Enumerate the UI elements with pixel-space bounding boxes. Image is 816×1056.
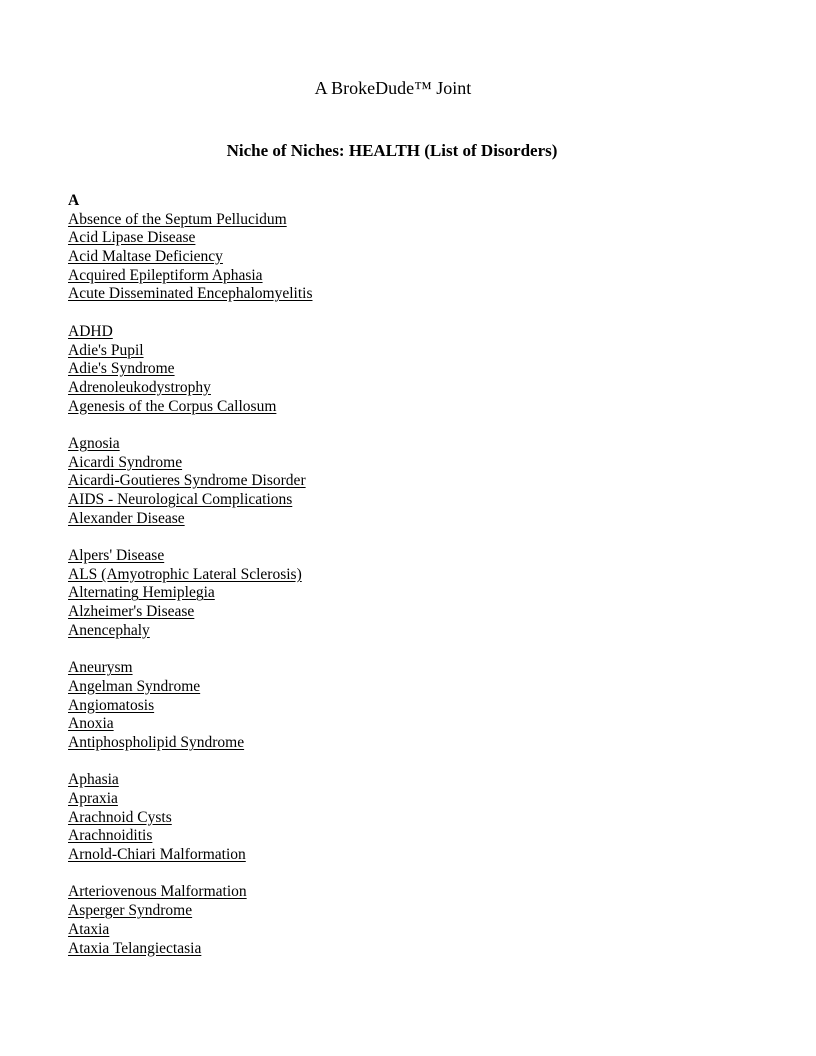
disorder-link[interactable]: Acute Disseminated Encephalomyelitis [68,285,313,303]
disorder-link[interactable]: Adie's Syndrome [68,360,175,378]
disorder-link[interactable]: Aphasia [68,771,119,789]
link-group [68,435,768,528]
disorder-link[interactable]: Asperger Syndrome [68,902,193,920]
disorder-link[interactable]: Acid Maltase Deficiency [68,248,223,266]
disorder-link[interactable]: Arnold-Chiari Malformation [68,846,246,864]
page-heading: Niche of Niches: HEALTH (List of Disorders) [226,141,558,160]
disorder-link[interactable]: Acid Lipase Disease [68,229,196,247]
disorder-link[interactable]: Aicardi Syndrome [68,453,183,471]
disorder-link[interactable]: Aicardi-Goutieres Syndrome Disorder [68,472,306,490]
disorder-link[interactable]: Anencephaly [68,621,150,639]
disorder-link[interactable]: Adie's Pupil [68,341,144,359]
disorder-link[interactable]: Alzheimer's Disease [68,603,195,621]
disorder-link[interactable]: Adrenoleukodystrophy [68,378,211,396]
section-letter-a: A [68,192,80,209]
disorder-link[interactable]: Alexander Disease [68,509,185,527]
disorder-link[interactable]: ALS (Amyotrophic Lateral Sclerosis) [68,565,302,583]
disorder-link[interactable]: AIDS - Neurological Complications [68,491,293,508]
disorder-link[interactable]: Agenesis of the Corpus Callosum [68,397,277,415]
disorder-link[interactable]: Alternating Hemiplegia [68,584,215,602]
site-title: A BrokeDude™ Joint [314,78,472,98]
disorder-link[interactable]: Agnosia [68,434,120,452]
disorder-link[interactable]: Alpers' Disease [68,547,165,565]
disorder-link[interactable]: Arachnoiditis [68,827,153,845]
disorder-link[interactable]: Ataxia Telangiectasia [68,939,202,957]
disorder-link[interactable]: Antiphospholipid Syndrome [68,733,245,751]
link-group [68,659,768,752]
link-group [68,323,768,416]
disorder-link[interactable]: Apraxia [68,790,118,807]
disorder-link[interactable]: Aneurysm [68,659,133,677]
disorder-link[interactable]: Absence of the Septum Pellucidum [68,210,287,228]
disorder-link[interactable]: Arteriovenous Malformation [68,883,247,901]
link-group [68,547,768,640]
link-group [68,211,768,304]
link-group [68,883,768,958]
disorder-link[interactable]: Ataxia [68,920,110,938]
disorder-list [68,192,768,977]
disorder-link[interactable]: Acquired Epileptiform Aphasia [68,266,263,284]
disorder-link[interactable]: Anoxia [68,715,114,733]
disorder-link[interactable]: Arachnoid Cysts [68,808,172,826]
disorder-link[interactable]: Angelman Syndrome [68,677,201,695]
disorder-link[interactable]: ADHD [68,322,113,340]
link-group [68,771,768,864]
disorder-link[interactable]: Angiomatosis [68,696,155,714]
